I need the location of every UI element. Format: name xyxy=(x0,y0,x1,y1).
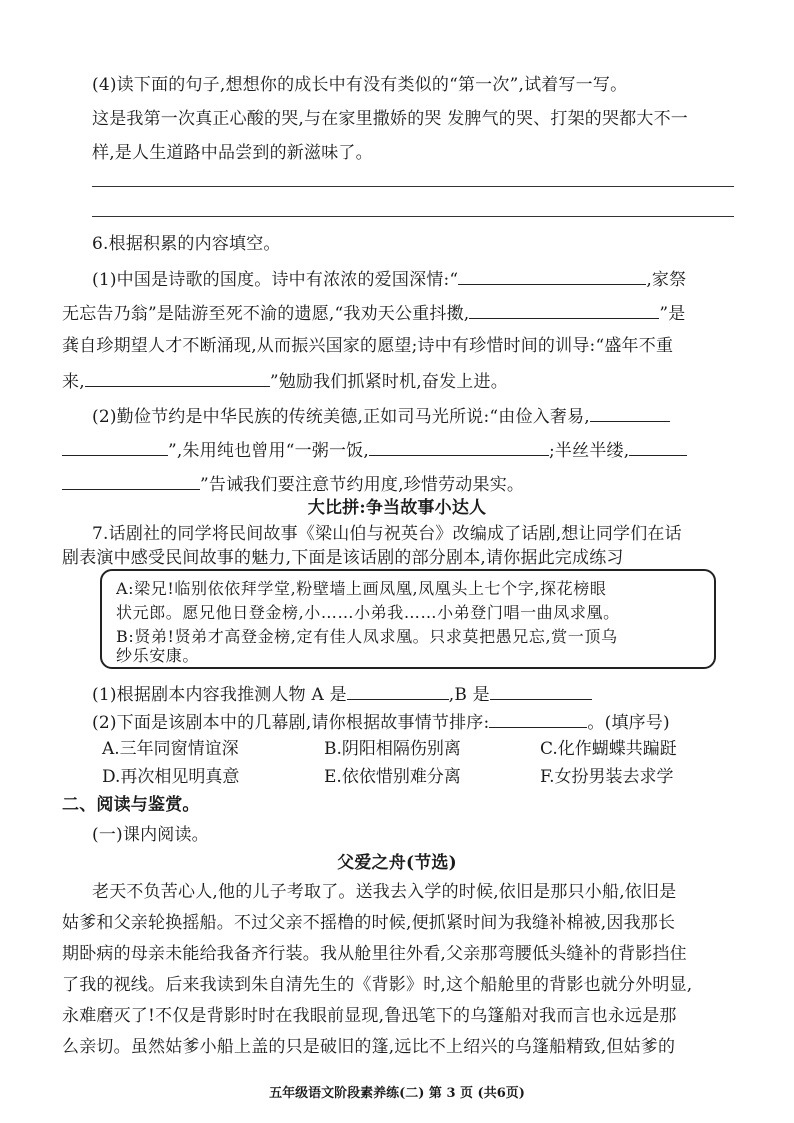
part2-sub-heading: (一)课内阅读。 xyxy=(92,825,209,845)
q6-p1-line4-text: 来, xyxy=(62,372,85,392)
script-line-1: A:梁兄!临别依依拜学堂,粉壁墙上画凤凰,凤凰头上七个字,探花榜眼 xyxy=(116,579,607,598)
part2-heading: 二、阅读与鉴赏。 xyxy=(62,795,200,815)
q6-p1-line4-tail: ”勉励我们抓紧时机,奋发上进。 xyxy=(269,372,508,392)
option-b: B.阴阳相隔伤别离 xyxy=(324,739,461,759)
q7-sub2-tail: 。(填序号) xyxy=(587,713,670,733)
blank-q6-3[interactable] xyxy=(85,368,270,387)
blank-q7-a[interactable] xyxy=(347,681,449,700)
passage-line-5: 永难磨灭了!不仅是背影时时在我眼前显现,鲁迅笔下的乌篷船对我而言也永远是那 xyxy=(62,1006,677,1026)
q7-sub2-text: (2)下面是该剧本中的几幕剧,请你根据故事情节排序: xyxy=(92,713,490,733)
q7-sub1-text: (1)根据剧本内容我推测人物 A 是 xyxy=(92,685,347,705)
q7-sub1-mid: ,B 是 xyxy=(448,685,490,705)
blank-q6-2[interactable] xyxy=(469,300,659,319)
passage-title: 父爱之舟(节选) xyxy=(337,853,457,873)
blank-q6-1[interactable] xyxy=(458,266,646,285)
option-f: F.女扮男装去求学 xyxy=(540,767,674,787)
q6-p2-line2-mid: ;半丝半缕, xyxy=(549,441,630,461)
q7-intro-line2: 剧表演中感受民间故事的魅力,下面是该话剧的部分剧本,请你据此完成练习 xyxy=(62,548,624,568)
q6-p1-line4 xyxy=(62,368,508,394)
q6-p2-line3-text: ”告诫我们要注意节约用度,珍惜劳动果实。 xyxy=(200,475,525,495)
script-line-3: B:贤弟!贤弟才高登金榜,定有佳人凤求凰。只求莫把愚兄忘,赏一顶乌 xyxy=(116,627,618,646)
passage-line-4: 了我的视线。后来我读到朱自清先生的《背影》时,这个船舱里的背影也就分外明显, xyxy=(62,975,693,995)
q5-4-sentence-line1: 这是我第一次真正心酸的哭,与在家里撒娇的哭 发脾气的哭、打架的哭都大不一 xyxy=(92,109,689,129)
option-d: D.再次相见明真意 xyxy=(102,767,240,787)
section-heading: 大比拼:争当故事小达人 xyxy=(307,498,487,518)
option-a: A.三年同窗情谊深 xyxy=(102,739,239,759)
q7-sub2 xyxy=(92,709,670,735)
passage-line-1: 老天不负苦心人,他的儿子考取了。送我去入学的时候,依旧是那只小船,依旧是 xyxy=(92,882,677,902)
q5-4-sentence-line2: 样,是人生道路中品尝到的新滋味了。 xyxy=(92,143,373,163)
q6-p2-line1 xyxy=(92,403,670,429)
q6-p1-line1-tail: ,家祭 xyxy=(646,270,687,290)
q6-p2-line2 xyxy=(62,437,687,463)
q6-p2-line1-text: (2)勤俭节约是中华民族的传统美德,正如司马光所说:“由俭入奢易, xyxy=(92,407,590,427)
blank-q6-7[interactable] xyxy=(629,437,687,456)
blank-q7-b[interactable] xyxy=(490,681,592,700)
script-excerpt-box xyxy=(100,569,716,669)
option-e: E.依依惜别难分离 xyxy=(324,767,461,787)
script-line-4: 纱乐安康。 xyxy=(116,647,200,665)
q6-p1-line1-text: (1)中国是诗歌的国度。诗中有浓浓的爱国深情:“ xyxy=(92,270,459,290)
blank-q6-5[interactable] xyxy=(62,437,168,456)
q6-p1-line3: 龚自珍期望人才不断涌现,从而振兴国家的愿望;诗中有珍惜时间的训导:“盛年不重 xyxy=(62,336,674,356)
passage-line-2: 姑爹和父亲轮换摇船。不过父亲不摇橹的时候,便抓紧时间为我缝补棉被,因我那长 xyxy=(62,913,676,933)
script-line-2: 状元郎。愿兄他日登金榜,小……小弟我……小弟登门唱一曲凤求凰。 xyxy=(116,603,620,622)
answer-line-2[interactable] xyxy=(92,216,734,217)
blank-q7-order[interactable] xyxy=(489,709,587,728)
page-footer: 五年级语文阶段素养练(二) 第 3 页 (共6页) xyxy=(269,1086,525,1101)
q6-title: 6.根据积累的内容填空。 xyxy=(92,234,281,254)
option-c: C.化作蝴蝶共蹁跹 xyxy=(540,739,677,759)
q6-p2-line3 xyxy=(62,471,524,497)
blank-q6-6[interactable] xyxy=(369,437,549,456)
q5-4-prompt: (4)读下面的句子,想想你的成长中有没有类似的“第一次”,试着写一写。 xyxy=(92,75,628,95)
answer-line-1[interactable] xyxy=(92,186,734,187)
q6-p2-line2-text: ”,朱用纯也曾用“一粥一饭, xyxy=(168,441,369,461)
blank-q6-8[interactable] xyxy=(62,471,200,490)
passage-line-3: 期卧病的母亲未能给我备齐行装。我从舱里往外看,父亲那弯腰低头缝补的背影挡住 xyxy=(62,944,687,964)
q7-sub1 xyxy=(92,681,592,707)
blank-q6-4[interactable] xyxy=(590,403,670,422)
q6-p1-line2-text: 无忘告乃翁”是陆游至死不渝的遗愿,“我劝天公重抖擞, xyxy=(62,304,470,324)
passage-line-6: 么亲切。虽然姑爹小船上盖的只是破旧的篷,远比不上绍兴的乌篷船精致,但姑爹的 xyxy=(62,1037,676,1057)
q7-intro-line1: 7.话剧社的同学将民间故事《梁山伯与祝英台》改编成了话剧,想让同学们在话 xyxy=(92,524,682,544)
q6-p1-line1 xyxy=(92,266,686,292)
q6-p1-line2-tail: ”是 xyxy=(659,304,686,324)
q6-p1-line2 xyxy=(62,300,685,326)
